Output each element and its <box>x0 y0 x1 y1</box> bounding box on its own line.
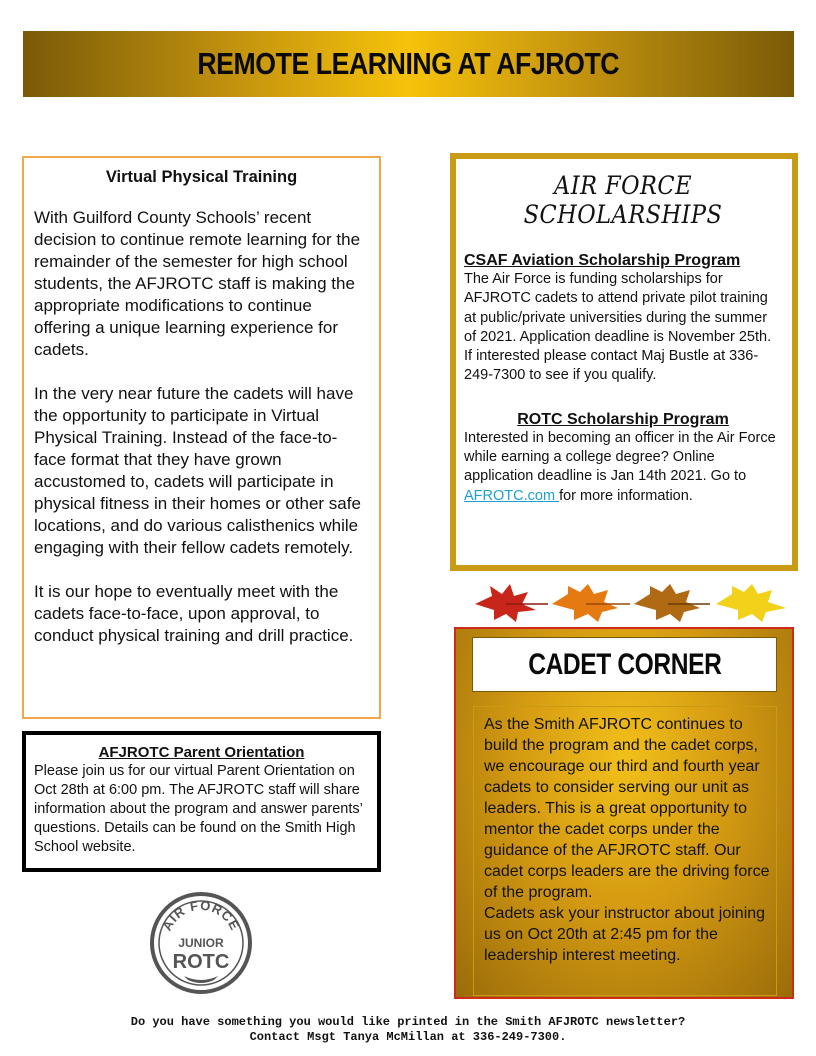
cadet-corner-body <box>473 706 777 996</box>
virtual-pt-paragraph: In the very near future the cadets will have the opportunity to participate in Virtual Physical Training. Instead of the face-to-face format that they have grown accustomed to, cadets will participate in physical fitness in their homes or other safe locations, and do various calisthenics while engaging with their fellow cadets remotely. <box>34 384 361 557</box>
virtual-pt-heading: Virtual Physical Training <box>105 168 298 186</box>
parent-orientation-body: Please join us for our virtual Parent Orientation on Oct 28th at 6:00 pm. The AFJROTC staff will share information about the program and answer parents’ questions. Details can be found on the Smith High School website. <box>34 763 363 855</box>
newsletter-title: REMOTE LEARNING AT AFJROTC <box>197 46 620 81</box>
virtual-pt-paragraph: It is our hope to eventually meet with the cadets face-to-face, upon approval, to conduct physical training and drill practice. <box>34 582 354 645</box>
logo-mid-text: JUNIOR <box>178 936 224 950</box>
yellow-leaf-icon <box>716 584 786 622</box>
cadet-corner-paragraph: Cadets ask your instructor about joining us on Oct 20th at 2:45 pm for the leadership interest meeting. <box>484 905 766 964</box>
footer-line: Do you have something you would like printed in the Smith AFJROTC newsletter? <box>130 1015 686 1029</box>
newsletter-banner <box>23 31 794 97</box>
scholarships-title: AIR FORCE SCHOLARSHIPS <box>523 171 723 229</box>
parent-orientation-box <box>22 731 381 872</box>
csaf-heading: CSAF Aviation Scholarship Program <box>464 252 741 269</box>
parent-orientation-heading: AFJROTC Parent Orientation <box>98 744 305 761</box>
cadet-corner-header <box>472 637 777 692</box>
cadet-corner-box <box>454 627 794 999</box>
autumn-leaves-divider <box>470 582 792 624</box>
afrotc-link[interactable]: AFROTC.com <box>464 487 560 504</box>
footer-contact-line: Contact Msgt Tanya McMillan at 336-249-7300. <box>249 1030 567 1044</box>
brown-leaf-icon <box>634 584 710 622</box>
rotc-body <box>464 429 782 506</box>
rotc-heading: ROTC Scholarship Program <box>517 410 729 428</box>
rotc-body-text-end: for more information. <box>559 487 693 504</box>
csaf-body: The Air Force is funding scholarships for AFJROTC cadets to attend private pilot training at public/private universities during the summer of 2021. Application deadline is November 25th. If interested please contact Maj Bustle at 336-249-7300 to see if you qualify. <box>464 271 772 384</box>
cadet-corner-heading: CADET CORNER <box>527 647 722 681</box>
logo-bottom-text: ROTC <box>172 951 230 973</box>
rotc-body-text: Interested in becoming an officer in the Air Force while earning a college degree? Online application deadline is Jan 14th 2021. Go to <box>464 429 776 485</box>
virtual-pt-paragraph: With Guilford County Schools’ recent decision to continue remote learning for the remainder of the semester for high school students, the AFJROTC staff is making the appropriate modifications to continue offering a unique learning experience for cadets. <box>34 208 361 359</box>
cadet-corner-paragraph: As the Smith AFJROTC continues to build the program and the cadet corps, we encourage our third and fourth year cadets to consider serving our unit as leaders. This is a great opportunity to mentor the cadet corps under the guidance of the AFJROTC staff. Our cadet corps leaders are the driving force of the program. <box>484 716 770 901</box>
newsletter-footer <box>0 1015 816 1045</box>
logo-top-text: AIR FORCE <box>159 897 243 934</box>
afjrotc-logo <box>150 892 252 994</box>
orange-leaf-icon <box>552 584 630 622</box>
red-leaf-icon <box>475 584 548 622</box>
virtual-pt-box <box>22 156 381 719</box>
scholarships-box <box>450 153 798 571</box>
